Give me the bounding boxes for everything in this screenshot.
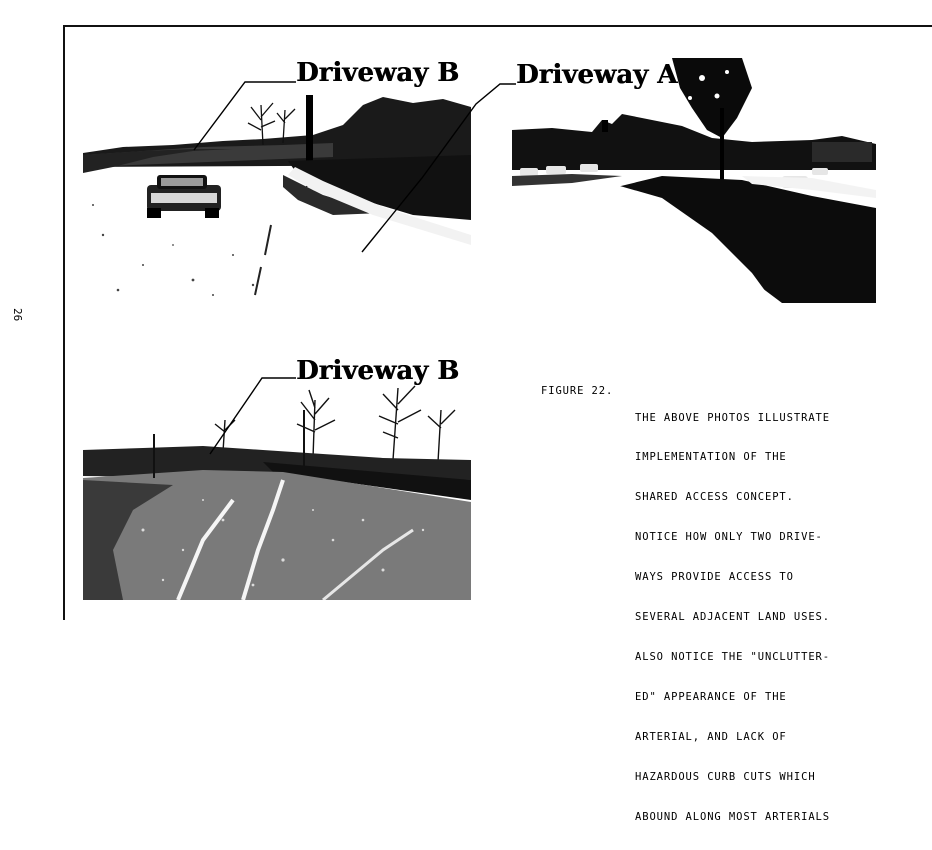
- page-border-left: [63, 25, 65, 620]
- caption-line: ARTERIAL, AND LACK OF: [635, 730, 787, 743]
- caption-line: ABOUND ALONG MOST ARTERIALS: [635, 810, 830, 823]
- caption-body: [635, 385, 885, 850]
- caption-line: SEVERAL ADJACENT LAND USES.: [635, 611, 830, 624]
- label-driveway-b-bottom: Driveway B: [296, 356, 460, 386]
- figure-number: FIGURE 22.: [541, 385, 614, 397]
- caption-line: ALSO NOTICE THE "UNCLUTTER-: [635, 650, 830, 663]
- photo-driveway-b-curve: [83, 380, 471, 600]
- photo-driveway-a-street-image: [512, 58, 876, 303]
- photo-driveway-b-street: [83, 95, 471, 300]
- caption-line: NOTICE HOW ONLY TWO DRIVE-: [635, 531, 823, 544]
- page-border-top: [63, 25, 932, 27]
- caption-line: ED" APPEARANCE OF THE: [635, 690, 787, 703]
- photo-driveway-b-curve-image: [83, 380, 471, 600]
- label-driveway-a: Driveway A: [516, 60, 678, 90]
- photo-driveway-b-street-image: [83, 95, 471, 300]
- caption-line: HAZARDOUS CURB CUTS WHICH: [635, 770, 816, 783]
- page-number: 26: [11, 308, 24, 322]
- caption-line: SHARED ACCESS CONCEPT.: [635, 491, 794, 504]
- caption-line: THE ABOVE PHOTOS ILLUSTRATE: [635, 411, 830, 424]
- caption-line: WAYS PROVIDE ACCESS TO: [635, 571, 794, 584]
- caption-line: IMPLEMENTATION OF THE: [635, 451, 787, 464]
- label-driveway-b-top: Driveway B: [296, 58, 460, 88]
- photo-driveway-a-street: [512, 58, 876, 303]
